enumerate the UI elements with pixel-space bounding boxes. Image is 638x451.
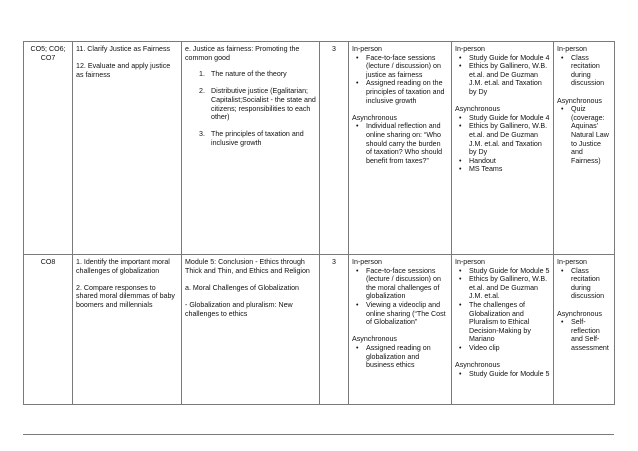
list-item: • Assigned reading on globalization and business ethics [352, 344, 448, 370]
list-item: • Face-to-face sessions (lecture / discussion) on the moral challenges of globalization [352, 267, 448, 301]
list-item: • Study Guide for Module 4 [455, 54, 550, 63]
teaching-learning-activities-cell [349, 42, 452, 255]
content-subtopic-list [185, 70, 316, 147]
course-content-cell [182, 255, 320, 405]
activity-list [352, 122, 448, 165]
list-item: • Self-reflection and Self-assessment [557, 318, 611, 352]
item-text: Distributive justice (Egalitarian; Capitalist;Socialist - the state and citizens; responsibilities to each other) [211, 87, 316, 122]
mode-label: In-person [455, 45, 485, 53]
learning-outcomes-cell [73, 255, 182, 405]
item-number: 1. [199, 70, 205, 79]
resource-list [455, 370, 550, 379]
mode-label: In-person [352, 45, 382, 53]
mode-label: In-person [352, 258, 382, 266]
list-item: • Video clip [455, 344, 550, 353]
mode-label: Asynchronous [352, 113, 397, 122]
list-item: • Viewing a videoclip and online sharing (“The Cost of Globalization” [352, 301, 448, 327]
learning-outcome: 1. Identify the important moral challenges of globalization [76, 258, 170, 275]
learning-outcome: 12. Evaluate and apply justice as fairness [76, 62, 171, 79]
mode-label: Asynchronous [455, 361, 500, 370]
learning-outcome: 11. Clarify Justice as Fairness [76, 45, 171, 53]
content-topic: e. Justice as fairness: Promoting the common good [185, 45, 300, 62]
item-text: The principles of taxation and inclusive growth [211, 130, 304, 147]
resource-list [455, 267, 550, 353]
list-item: • Class recitation during discussion [557, 267, 611, 301]
teaching-learning-activities-cell [349, 255, 452, 405]
item-number: 3. [199, 130, 205, 139]
list-item: • Study Guide for Module 5 [455, 370, 550, 379]
assessment-list [557, 267, 611, 301]
list-item: • Ethics by Gallinero, W.B. et.al. and De Guzman J.M. et.al. and Taxation by Dy [455, 62, 550, 96]
list-item: • The challenges of Globalization and Pluralism to Ethical Decision-Making by Mariano [455, 301, 550, 344]
content-subtopic: a. Moral Challenges of Globalization [185, 283, 299, 292]
list-item: • MS Teams [455, 165, 550, 174]
assessment-cell [554, 255, 615, 405]
resources-cell [452, 42, 554, 255]
assessment-cell [554, 42, 615, 255]
list-item: • Study Guide for Module 5 [455, 267, 550, 276]
resources-cell [452, 255, 554, 405]
resource-list [455, 114, 550, 174]
list-item: • Quiz (coverage: Aquinas’ Natural Law to Justice and Fairness) [557, 105, 611, 165]
activity-list [352, 267, 448, 327]
mode-label: In-person [557, 45, 587, 53]
assessment-list [557, 54, 611, 88]
activity-list [352, 344, 448, 370]
hours-cell: 3 [320, 42, 349, 255]
list-item: • Individual reflection and online sharing on: “Who should carry the burden of taxation? Who should benefit from taxes?” [352, 122, 448, 165]
hours-cell: 3 [320, 255, 349, 405]
item-text: The nature of the theory [211, 70, 287, 79]
table-row [24, 255, 615, 405]
course-syllabus-table [23, 41, 615, 405]
table-row [24, 42, 615, 255]
list-item: • Assigned reading on the principles of taxation and inclusive growth [352, 79, 448, 105]
item-number: 2. [199, 87, 205, 96]
list-item: • Ethics by Gallinero, W.B. et.al. and De Guzman J.M. et.al. [455, 275, 550, 301]
page-bottom-rule [23, 434, 614, 435]
assessment-list [557, 318, 611, 352]
mode-label: Asynchronous [557, 96, 602, 105]
list-item: • Ethics by Gallinero, W.B. et.al. and De Guzman J.M. et.al. and Taxation by Dy [455, 122, 550, 156]
course-outcome-code: CO8 [24, 255, 73, 405]
resource-list [455, 54, 550, 97]
list-item: • Class recitation during discussion [557, 54, 611, 88]
list-item: • Study Guide for Module 4 [455, 114, 550, 123]
learning-outcome: 2. Compare responses to shared moral dilemmas of baby boomers and millennials [76, 283, 175, 309]
course-content-cell [182, 42, 320, 255]
mode-label: In-person [557, 258, 587, 266]
mode-label: In-person [455, 258, 485, 266]
assessment-list [557, 105, 611, 165]
mode-label: Asynchronous [352, 335, 397, 344]
list-item [185, 70, 316, 79]
activity-list [352, 54, 448, 106]
list-item: • Handout [455, 157, 550, 166]
content-subtopic: - Globalization and pluralism: New challenges to ethics [185, 300, 293, 318]
content-topic: Module 5: Conclusion - Ethics through Thick and Thin, and Ethics and Religion [185, 258, 310, 275]
list-item: • Face-to-face sessions (lecture / discussion) on justice as fairness [352, 54, 448, 80]
course-outcome-code: CO5; CO6; CO7 [24, 42, 73, 255]
list-item [185, 87, 316, 121]
mode-label: Asynchronous [455, 105, 500, 114]
mode-label: Asynchronous [557, 309, 602, 318]
list-item [185, 130, 316, 147]
learning-outcomes-cell [73, 42, 182, 255]
